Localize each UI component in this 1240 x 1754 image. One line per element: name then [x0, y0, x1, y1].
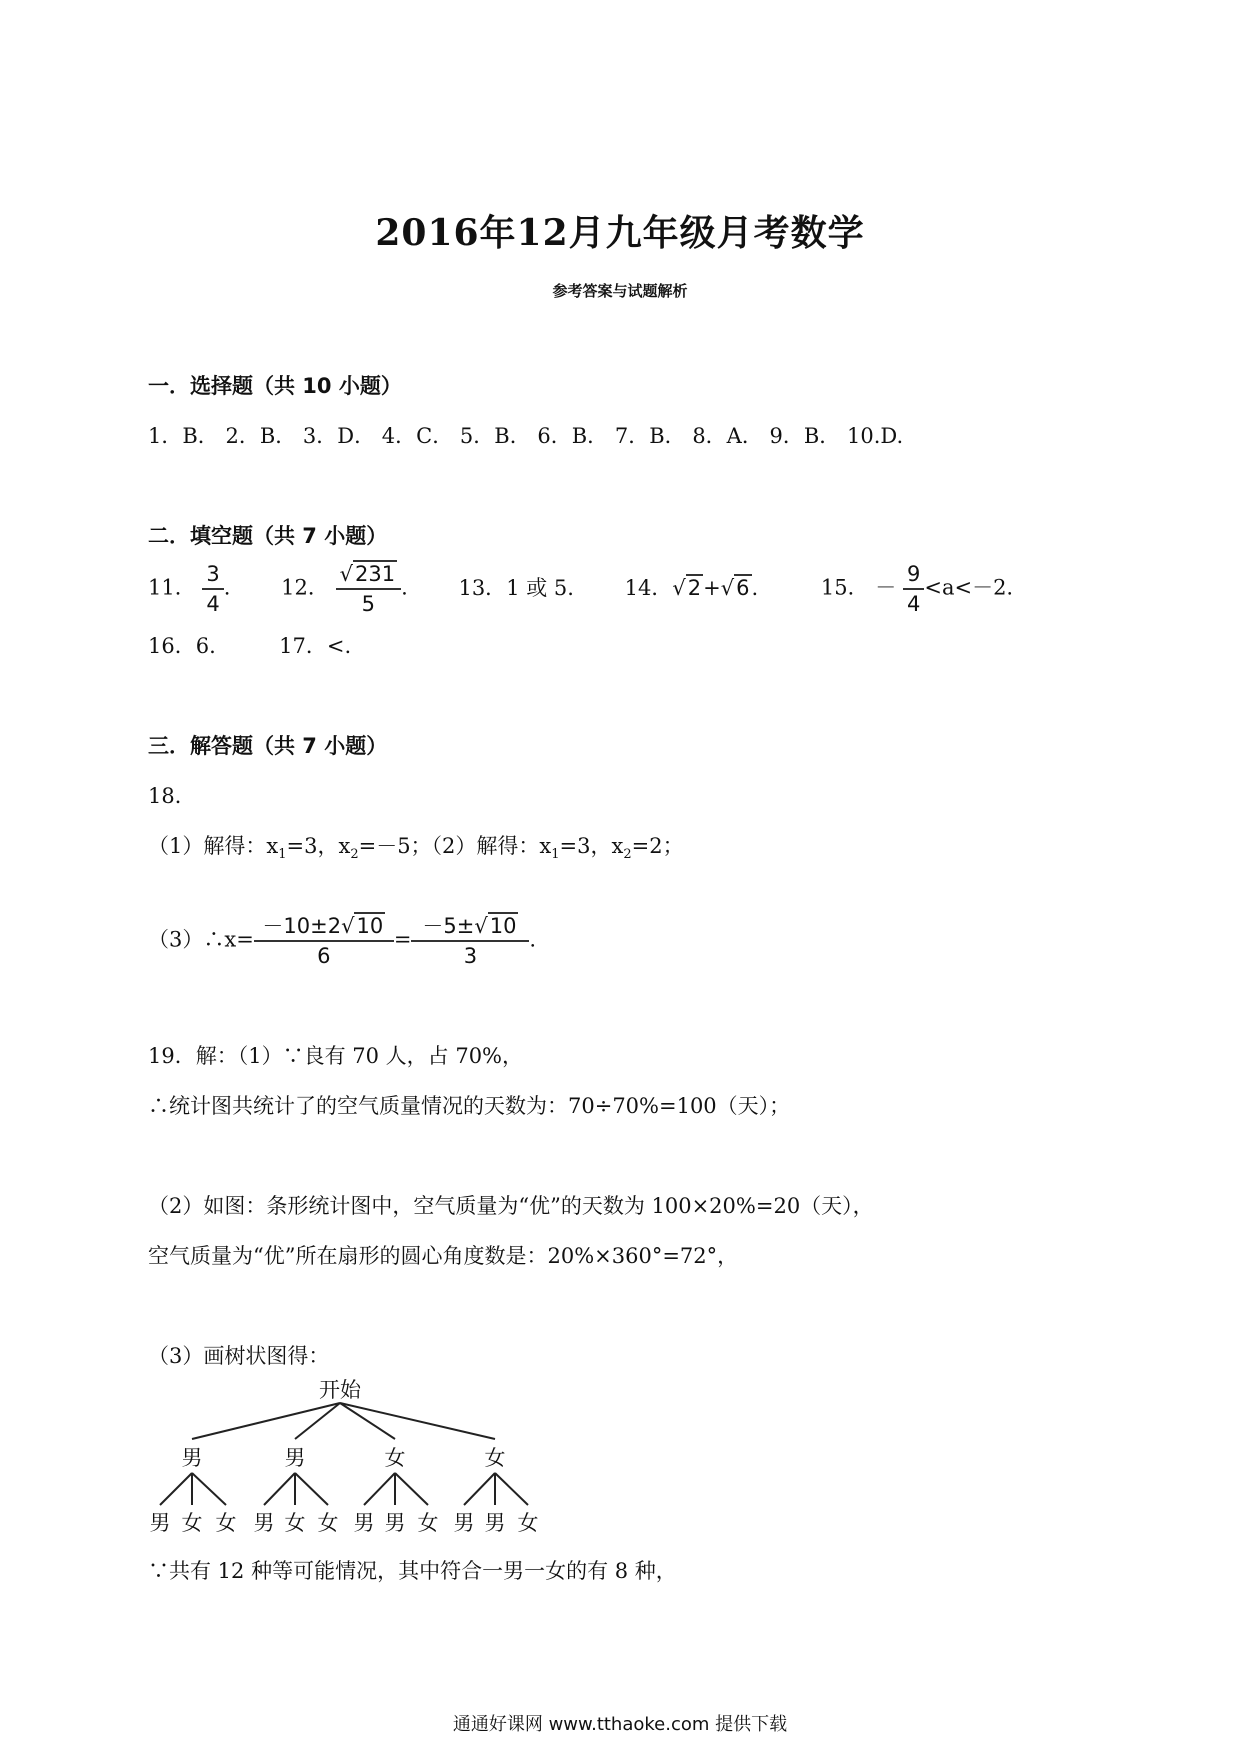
- q18-fraction-1-denominator: 6: [317, 944, 331, 968]
- q15-answer: [821, 560, 1013, 618]
- q18-fraction-1-numerator: [254, 912, 394, 942]
- tree-level1: [182, 1446, 506, 1470]
- tree-node: 女: [484, 1446, 506, 1470]
- q14-sqrt-2: √6: [720, 575, 750, 600]
- tree-leaf: 男: [253, 1511, 275, 1535]
- subscript: 2: [623, 847, 632, 863]
- q11-tail: .: [223, 575, 231, 600]
- tree-leaf: 男: [484, 1511, 506, 1535]
- q19-line4: 空气质量为“优”所在扇形的圆心角度数是：20%×360°=72°，: [148, 1244, 739, 1268]
- q14-tail: .: [751, 575, 759, 600]
- q18-text-e: =2；: [631, 834, 684, 858]
- q12-answer: [281, 560, 408, 618]
- q14-radicand-1: 2: [687, 575, 702, 600]
- tree-leaf: 男: [353, 1511, 375, 1535]
- q19-line1: 19．解：（1）∵良有 70 人，占 70%，: [148, 1044, 524, 1068]
- q18-fraction-2: [411, 912, 529, 970]
- sqrt-symbol: √10: [341, 914, 384, 938]
- tree-leaf: 女: [317, 1511, 339, 1535]
- q18-line3: [148, 912, 536, 970]
- q13-text: 1 或 5.: [506, 575, 574, 600]
- q11-label: 11．: [148, 575, 196, 600]
- q11-denominator: 4: [206, 592, 220, 616]
- q14-plus: +: [703, 575, 721, 600]
- q18-tail: .: [529, 927, 537, 952]
- q15-label: 15．: [820, 575, 869, 600]
- tree-leaf: 女: [417, 1511, 439, 1535]
- q18-label: 18．: [148, 784, 196, 808]
- section-heading-solve: 三．解答题（共 7 小题）: [148, 734, 388, 758]
- tree-leaf: 女: [181, 1511, 203, 1535]
- q12-fraction: [336, 560, 401, 618]
- q19-line2: ∴统计图共统计了的空气质量情况的天数为：70÷70%=100（天）；: [148, 1094, 791, 1118]
- q18-frac2-radicand: 10: [489, 914, 517, 938]
- tree-leaf: 女: [284, 1511, 306, 1535]
- section-heading-choice: 一．选择题（共 10 小题）: [148, 374, 402, 398]
- q14-label: 14．: [624, 575, 673, 600]
- q18-line1: [148, 830, 684, 862]
- q15-fraction: [903, 560, 924, 618]
- subscript: 1: [551, 847, 560, 863]
- q12-label: 12．: [281, 575, 329, 600]
- q18-line3-prefix: （3）∴x=: [148, 927, 254, 952]
- q18-fraction-2-numerator: [411, 912, 529, 942]
- sqrt-symbol: √231: [339, 562, 396, 586]
- q19-line5: （3）画树状图得：: [148, 1344, 330, 1368]
- tree-level2: [150, 1511, 539, 1535]
- q15-tail: <a<－2.: [924, 575, 1014, 600]
- tree-leaf: 女: [517, 1511, 539, 1535]
- tree-node: 男: [181, 1446, 203, 1470]
- fill-answers-row1: [148, 560, 1013, 618]
- q12-tail: .: [401, 575, 408, 600]
- q18-text-a: （1）解得：x: [148, 834, 279, 858]
- q18-fraction-1: [254, 912, 394, 970]
- q18-text-d: =3，x: [559, 834, 624, 858]
- tree-leaf: 男: [384, 1511, 406, 1535]
- tree-edges: [160, 1403, 528, 1505]
- tree-node: 女: [384, 1446, 406, 1470]
- q17-answer: 17．<.: [279, 634, 352, 658]
- tree-leaf: 男: [453, 1511, 475, 1535]
- sqrt-symbol: √10: [474, 914, 517, 938]
- tree-leaf: 男: [149, 1511, 171, 1535]
- page-title: 2016年12月九年级月考数学: [375, 212, 865, 254]
- q18-text-c: =－5；（2）解得：x: [358, 834, 552, 858]
- q14-sqrt-1: √2: [672, 575, 702, 600]
- page-subtitle: 参考答案与试题解析: [552, 282, 688, 300]
- q11-fraction: [202, 560, 223, 618]
- q12-numerator: [336, 560, 401, 590]
- section-heading-fill: 二．填空题（共 7 小题）: [148, 524, 388, 548]
- q18-text-b: =3，x: [286, 834, 351, 858]
- q14-answer: [625, 572, 759, 602]
- q12-denominator: 5: [361, 592, 376, 616]
- subscript: 2: [350, 847, 359, 863]
- q18-frac1-radicand: 10: [356, 914, 384, 938]
- q18-equals: =: [393, 927, 412, 952]
- tree-diagram: [140, 1375, 560, 1540]
- q11-numerator: 3: [202, 560, 223, 590]
- tree-leaf: 女: [215, 1511, 237, 1535]
- q15-numerator: 9: [903, 560, 924, 590]
- tree-root: 开始: [319, 1378, 361, 1402]
- q12-radicand: 231: [354, 562, 396, 586]
- q18-frac2-num: －5±: [422, 914, 475, 938]
- q13-label: 13．: [458, 575, 507, 600]
- page-footer: 通通好课网 www.tthaoke.com 提供下载: [452, 1714, 788, 1735]
- q16-answer: 16．6.: [148, 634, 216, 658]
- tree-node: 男: [284, 1446, 306, 1470]
- subscript: 1: [278, 847, 287, 863]
- q11-answer: [148, 560, 230, 618]
- choice-answers: 1．B． 2．B． 3．D． 4．C． 5．B． 6．B． 7．B． 8．A． 9．B． 10.D.: [148, 424, 904, 448]
- q13-answer: [458, 572, 573, 602]
- q14-radicand-2: 6: [736, 575, 750, 600]
- fill-answers-row2: [148, 630, 351, 660]
- q19-line6: ∵共有 12 种等可能情况，其中符合一男一女的有 8 种，: [148, 1559, 677, 1583]
- q18-frac1-num: －10±2: [262, 914, 342, 938]
- q19-line3: （2）如图：条形统计图中，空气质量为“优”的天数为 100×20%=20（天），: [148, 1194, 874, 1218]
- q18-fraction-2-denominator: 3: [463, 944, 478, 968]
- q15-denominator: 4: [906, 592, 921, 616]
- q15-sign: －: [875, 575, 897, 600]
